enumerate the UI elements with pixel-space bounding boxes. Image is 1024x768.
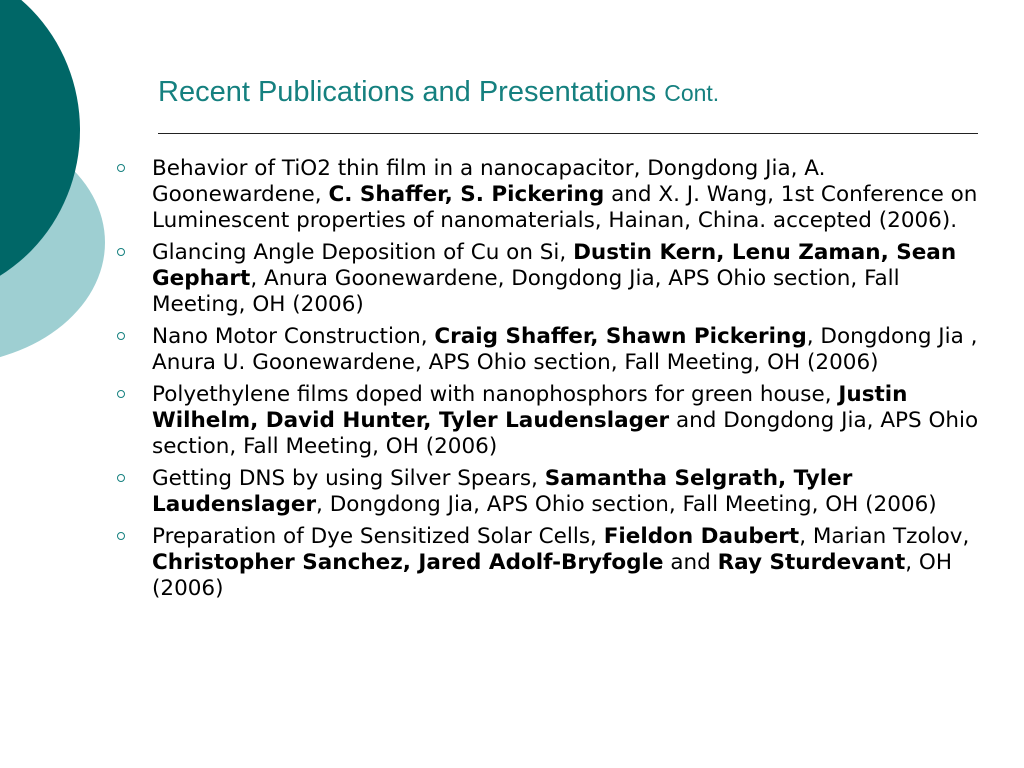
publication-text: and X. J. Wang, 1st Conference on Luminescent properties of nanomaterials, Hainan, China. accepted (2006). (152, 182, 978, 233)
publication-text: , Marian Tzolov, (799, 524, 970, 549)
author-names-bold: Samantha Selgrath, Tyler Laudenslager (152, 466, 853, 517)
circle-bullet-icon (117, 332, 125, 340)
publication-item (116, 524, 996, 602)
publication-text: , OH (2006) (152, 550, 953, 601)
publication-text: and Dongdong Jia, APS Ohio section, Fall Meeting, OH (2006) (152, 408, 979, 459)
circle-bullet-icon (117, 164, 125, 172)
publication-text: Getting DNS by using Silver Spears, (152, 466, 545, 491)
author-names-bold: Craig Shaffer, Shawn Pickering (434, 324, 807, 349)
publication-text: , Dongdong Jia , Anura U. Goonewardene, APS Ohio section, Fall Meeting, OH (2006) (152, 324, 978, 375)
circle-bullet-icon (117, 390, 125, 398)
circle-bullet-icon (117, 532, 125, 540)
slide-title-text: Recent Publications and Presentations (158, 76, 657, 108)
publication-item (116, 324, 996, 376)
publication-item (116, 382, 996, 460)
publication-text: Behavior of TiO2 thin film in a nanocapacitor, Dongdong Jia, A. Goonewardene, (152, 156, 826, 207)
publication-text: , Anura Goonewardene, Dongdong Jia, APS Ohio section, Fall Meeting, OH (2006) (152, 266, 900, 317)
slide-title-suffix: Cont. (664, 80, 720, 106)
publication-text: Nano Motor Construction, (152, 324, 435, 349)
publication-text: Preparation of Dye Sensitized Solar Cells, (152, 524, 604, 549)
author-names-bold: Fieldon Daubert (603, 524, 800, 549)
author-names-bold: Christopher Sanchez, Jared Adolf-Bryfogle (152, 550, 664, 575)
publication-text: , Dongdong Jia, APS Ohio section, Fall Meeting, OH (2006) (316, 492, 937, 517)
publication-text: Glancing Angle Deposition of Cu on Si, (152, 240, 574, 265)
publication-item (116, 240, 996, 318)
publication-item (116, 156, 996, 234)
circle-bullet-icon (117, 474, 125, 482)
circle-bullet-icon (117, 248, 125, 256)
publication-list (116, 156, 996, 608)
publication-text: Polyethylene films doped with nanophosphors for green house, (152, 382, 839, 407)
author-names-bold: Dustin Kern, Lenu Zaman, Sean Gephart (152, 240, 957, 291)
publication-text: and (663, 550, 718, 575)
author-names-bold: Ray Sturdevant (717, 550, 906, 575)
author-names-bold: C. Shaffer, S. Pickering (328, 182, 605, 207)
publication-item (116, 466, 996, 518)
slide-title (158, 76, 719, 109)
author-names-bold: Justin Wilhelm, David Hunter, Tyler Laudenslager (152, 382, 908, 433)
title-divider (158, 133, 978, 134)
